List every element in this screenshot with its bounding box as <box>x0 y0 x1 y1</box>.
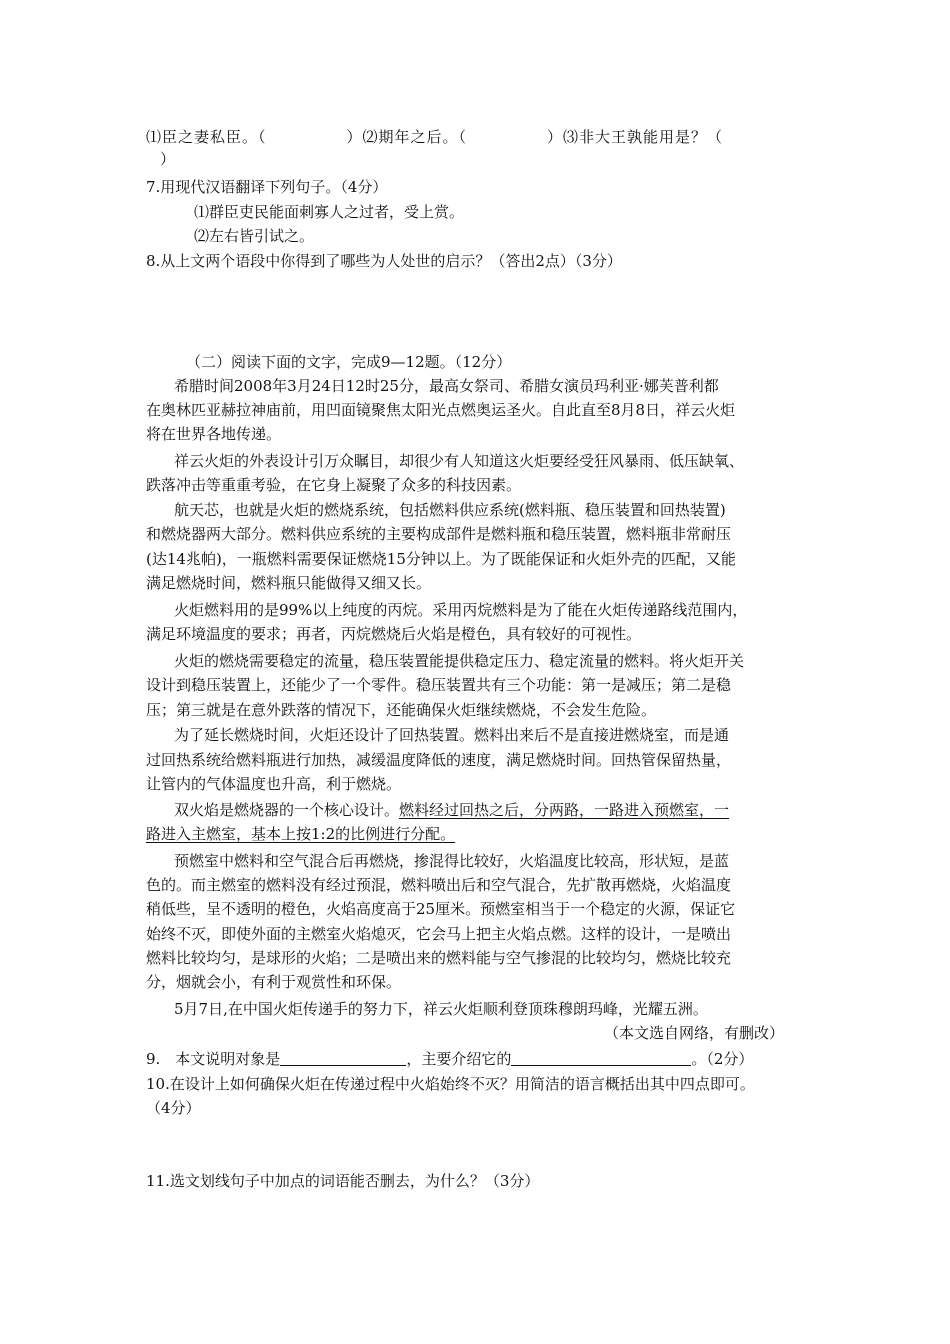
passage-line: 和燃烧器两大部分。燃料供应系统的主要构成部件是燃料瓶和稳压装置，燃料瓶非常耐压 <box>146 525 732 543</box>
underlined-sentence-part-1: 燃料经过回热之后，分两路，一路进入预燃室，一 <box>399 801 730 819</box>
q6-answers-line: ⑴臣之妻私臣。（ ）⑵期年之后。（ ）⑶非大王孰能用是？（ <box>146 128 724 146</box>
passage-line: 火炬燃料用的是99%以上纯度的丙烷。采用丙烷燃料是为了能在火炬传递路线范围内， <box>174 601 748 619</box>
passage-line: 满足环境温度的要求；再者，丙烷燃烧后火焰是橙色，具有较好的可视性。 <box>146 625 642 643</box>
q9-blank-object[interactable] <box>280 1049 406 1066</box>
passage-line: 设计到稳压装置上，还能少了一个零件。稳压装置共有三个功能：第一是减压；第二是稳 <box>146 676 732 694</box>
q9-line <box>146 1048 753 1070</box>
passage-line: 在奥林匹亚赫拉神庙前，用凹面镜聚焦太阳光点燃奥运圣火。自此直至8月8日，祥云火炬 <box>146 401 736 419</box>
passage-line: 分，烟就会小，有利于观赏性和环保。 <box>146 973 402 991</box>
underlined-sentence-part-2-line <box>146 823 455 845</box>
q11-stem: 11.选文划线句子中加点的词语能否删去，为什么？（3分） <box>146 1172 540 1190</box>
passage-line: 色的。而主燃室的燃料没有经过预混，燃料喷出后和空气混合，先扩散再燃烧，火焰温度 <box>146 876 732 894</box>
q10-stem-end: （4分） <box>146 1099 201 1117</box>
section2-heading: （二）阅读下面的文字，完成9—12题。（12分） <box>186 353 512 371</box>
passage-line: 满足燃烧时间，燃料瓶只能做得又细又长。 <box>146 574 432 592</box>
q7-sentence-1: ⑴群臣吏民能面刺寡人之过者，受上赏。 <box>194 203 465 221</box>
passage-line: 希腊时间2008年3月24日12时25分，最高女祭司、希腊女演员玛利亚·娜芙普利都 <box>174 377 719 395</box>
passage-line: 祥云火炬的外表设计引万众瞩目，却很少有人知道这火炬要经受狂风暴雨、低压缺氧、 <box>174 452 745 470</box>
q9-text-2: ，主要介绍它的 <box>406 1050 512 1068</box>
passage-line: 过回热系统给燃料瓶进行加热，减缓温度降低的速度，满足燃烧时间。回热管保留热量， <box>146 751 732 769</box>
q9-blank-content[interactable] <box>511 1049 691 1066</box>
q9-text-1: 9. 本文说明对象是 <box>146 1050 281 1068</box>
passage-line: 跌落冲击等重重考验，在它身上凝聚了众多的科技因素。 <box>146 476 522 494</box>
passage-line: 预燃室中燃料和空气混合后再燃烧，掺混得比较好，火焰温度比较高，形状短，是蓝 <box>174 852 730 870</box>
passage-line: 始终不灭，即使外面的主燃室火焰熄灭，它会马上把主火焰点燃。这样的设计，一是喷出 <box>146 925 732 943</box>
q10-stem: 10.在设计上如何确保火炬在传递过程中火焰始终不灭？用简洁的语言概括出其中四点即可。 <box>146 1075 755 1093</box>
passage-line: 将在世界各地传递。 <box>146 425 282 443</box>
passage-line-dual-flame <box>174 799 729 821</box>
q9-text-3: 。（2分） <box>691 1050 754 1068</box>
passage-line: 燃料比较均匀，是球形的火焰；二是喷出来的燃料能与空气掺混的比较均匀，燃烧比较充 <box>146 949 732 967</box>
dual-flame-intro: 双火焰是燃烧器的一个核心设计。 <box>174 801 400 819</box>
q7-stem: 7.用现代汉语翻译下列句子。（4分） <box>146 178 388 196</box>
q6-answers-line-end: ） <box>160 150 176 168</box>
passage-line: 5月7日,在中国火炬传递手的努力下，祥云火炬顺利登顶珠穆朗玛峰，光耀五洲。 <box>174 1000 708 1018</box>
passage-line: 为了延长燃烧时间，火炬还设计了回热装置。燃料出来后不是直接进燃烧室，而是通 <box>174 726 730 744</box>
passage-line: 稍低些，呈不透明的橙色，火焰高度高于25厘米。预燃室相当于一个稳定的火源，保证它 <box>146 900 736 918</box>
passage-line: 压；第三就是在意外跌落的情况下，还能确保火炬继续燃烧，不会发生危险。 <box>146 701 657 719</box>
passage-line: 让管内的气体温度也升高，利于燃烧。 <box>146 775 402 793</box>
underlined-sentence-part-2: 路进入主燃室，基本上按1:2的比例进行分配。 <box>146 825 456 843</box>
source-note: （本文选自网络，有删改） <box>604 1024 785 1042</box>
passage-line: 火炬的燃烧需要稳定的流量，稳压装置能提供稳定压力、稳定流量的燃料。将火炬开关 <box>174 652 745 670</box>
q8-stem: 8.从上文两个语段中你得到了哪些为人处世的启示？（答出2点）（3分） <box>146 252 622 270</box>
q7-sentence-2: ⑵左右皆引试之。 <box>194 227 315 245</box>
passage-line: (达14兆帕)，一瓶燃料需要保证燃烧15分钟以上。为了既能保证和火炬外壳的匹配，又能 <box>146 550 736 568</box>
passage-line: 航天芯，也就是火炬的燃烧系统，包括燃料供应系统(燃料瓶、稳压装置和回热装置) <box>174 501 726 519</box>
